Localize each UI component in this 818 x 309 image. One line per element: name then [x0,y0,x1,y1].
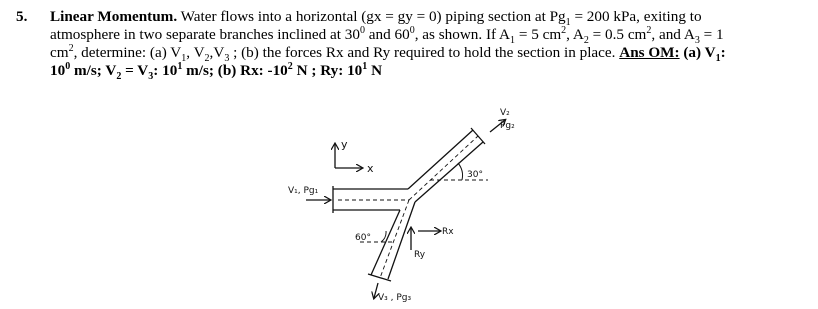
outlet3-label: V₃ , Pg₃ [378,293,412,303]
ry-label: Ry [414,250,426,260]
angle-60-arc [381,231,386,242]
branch3-left-wall [371,210,400,275]
problem-title: Linear Momentum. [50,8,178,25]
coordinate-axes [335,138,374,175]
rx-label: Rx [442,227,454,237]
angle-60-label: 60° [355,233,371,243]
branch3-exit [368,274,391,281]
problem-line-2: atmosphere in two separate branches inclined at $30^0$ and $60^0$, as shown. If $A_1 = 5$ $cm^2$, $A_2 = 0.5$ $cm^2$, and $A_3 = 1$ [50,24,724,47]
inlet-label: V₁, Pg₁ [288,186,319,196]
angle-30-arc [458,163,462,180]
problem-number: 5. [16,8,28,25]
answer-label: Ans OM: [619,44,680,61]
y-axis-label: y [341,138,348,151]
outlet2-pressure-label: Pg₂ [500,121,515,131]
problem-text [0,0,818,100]
branch2-centerline [409,136,478,200]
outlet2-velocity-label: V₂ [500,108,510,118]
problem-line-3: $cm^2$, determine: (a) $V_1$, $V_2,V_3$ ; (b) the forces Rx and Ry required to hold the section in place. Ans OM: (a) $V_1$: [50,42,726,65]
answer-line: $10^0$ m/s; $V_2 = V_3$: $10^1$ m/s; (b) Rx: $-10^2$ N ; Ry: $10^1$ N [50,60,383,83]
x-axis-label: x [367,162,374,175]
pipe-diagram [0,100,818,309]
problem-line-1: Linear Momentum. Water flows into a horizontal (gx = gy = 0) piping section at $Pg_1 = 200$ kPa, exiting to [50,8,702,29]
pipe-figure [0,100,818,309]
angle-30-label: 30° [467,170,483,180]
